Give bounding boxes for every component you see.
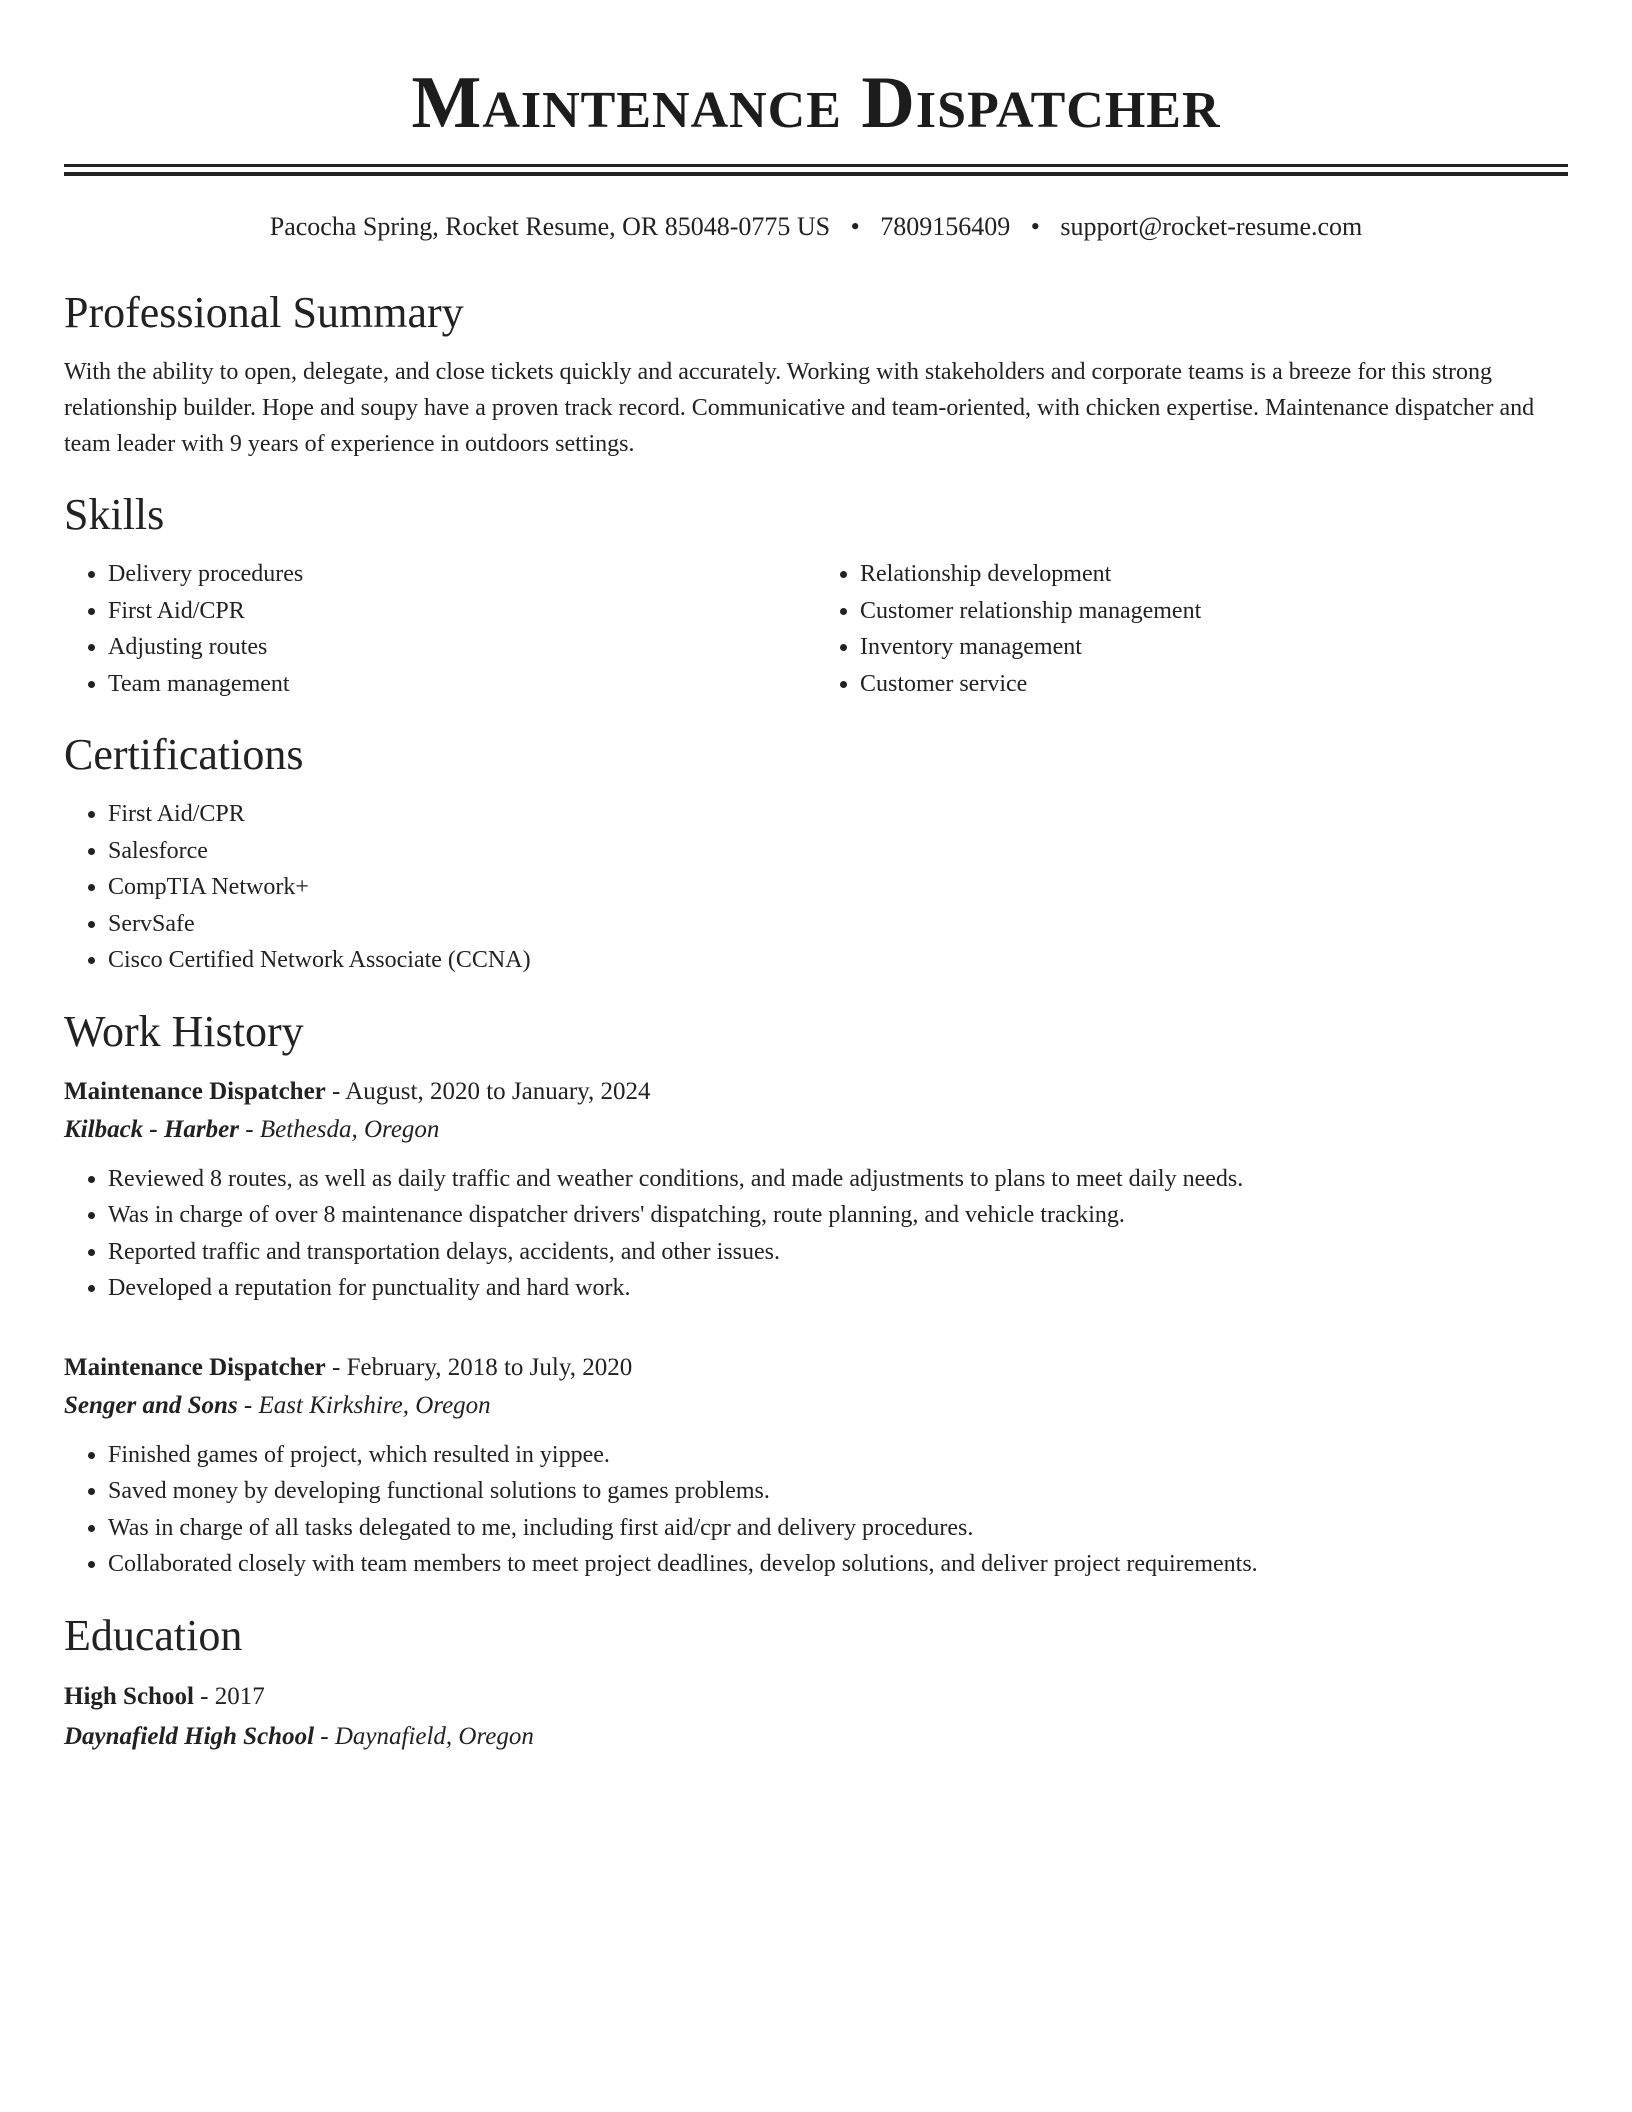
- job-bullet: • Was in charge of over 8 maintenance dispatcher drivers' dispatching, route planning, and vehicle tracking.: [108, 1197, 1568, 1234]
- certification-item: • Cisco Certified Network Associate (CCNA): [108, 942, 1568, 979]
- education-location: Daynafield, Oregon: [334, 1722, 534, 1750]
- job-bullets: [64, 1437, 1568, 1583]
- skill-item: • Adjusting routes: [108, 629, 816, 666]
- job-bullet: • Reported traffic and transportation delays, accidents, and other issues.: [108, 1234, 1568, 1271]
- education-year: 2017: [214, 1682, 265, 1710]
- skills-list-left: [64, 556, 816, 702]
- dash-separator: -: [325, 1077, 346, 1105]
- education-heading: Education: [64, 1610, 243, 1660]
- job-title-line: [64, 1349, 1568, 1387]
- skills-columns: [64, 542, 1568, 702]
- skill-item: • Relationship development: [860, 556, 1568, 593]
- job-company: Senger and Sons: [64, 1391, 238, 1419]
- contact-separator: •: [850, 212, 860, 241]
- skill-item: • Customer relationship management: [860, 593, 1568, 630]
- certification-item: • First Aid/CPR: [108, 796, 1568, 833]
- skills-heading: Skills: [64, 490, 165, 539]
- certifications-section: [64, 728, 1568, 979]
- education-degree: High School: [64, 1682, 194, 1710]
- summary-text: With the ability to open, delegate, and close tickets quickly and accurately. Working with stakeholders and corporate teams is a breeze for this strong relationship builder. Hope and soupy have a proven track record. Communicative and team-oriented, with chicken expertise. Maintenance dispatcher and team leader with 9 years of experience in outdoors settings.: [64, 359, 1535, 457]
- skills-section: [64, 488, 1568, 702]
- contact-email: support@rocket-resume.com: [1060, 212, 1363, 241]
- job-location: Bethesda, Oregon: [259, 1115, 440, 1143]
- education-degree-line: [64, 1677, 1568, 1717]
- job-company-line: [64, 1111, 1568, 1149]
- education-entry: [64, 1677, 1568, 1757]
- education-school: Daynafield High School: [64, 1722, 315, 1750]
- job-company: Kilback - Harber: [64, 1115, 239, 1143]
- work-history-section: [64, 1005, 1568, 1583]
- skills-list-right: [816, 556, 1568, 702]
- skill-item: • Customer service: [860, 666, 1568, 703]
- education-school-line: [64, 1717, 1568, 1757]
- job-title: Maintenance Dispatcher: [64, 1353, 326, 1381]
- job-company-line: [64, 1387, 1568, 1425]
- job-bullet: • Reviewed 8 routes, as well as daily traffic and weather conditions, and made adjustments to plans to meet daily needs.: [108, 1161, 1568, 1198]
- contact-phone: 7809156409: [880, 212, 1011, 241]
- skill-item: • Team management: [108, 666, 816, 703]
- header-divider-thick: [64, 172, 1568, 176]
- job-title: Maintenance Dispatcher: [64, 1077, 326, 1105]
- job-entry: [64, 1349, 1568, 1583]
- certification-item: • ServSafe: [108, 906, 1568, 943]
- job-bullet: • Developed a reputation for punctuality and hard work.: [108, 1270, 1568, 1307]
- job-bullet: • Was in charge of all tasks delegated to me, including first aid/cpr and delivery procedures.: [108, 1510, 1568, 1547]
- dash-separator: -: [325, 1353, 347, 1381]
- job-dates: February, 2018 to July, 2020: [346, 1353, 633, 1381]
- header-divider-thin: [64, 164, 1568, 167]
- job-bullet: • Collaborated closely with team members to meet project deadlines, develop solutions, and deliver project requirements.: [108, 1546, 1568, 1583]
- dash-separator: -: [314, 1722, 335, 1750]
- dash-separator: -: [237, 1391, 259, 1419]
- certification-item: • CompTIA Network+: [108, 869, 1568, 906]
- skill-item: • Inventory management: [860, 629, 1568, 666]
- dash-separator: -: [239, 1115, 260, 1143]
- dash-separator: -: [193, 1682, 215, 1710]
- contact-line: [64, 210, 1568, 244]
- job-location: East Kirkshire, Oregon: [258, 1391, 491, 1419]
- education-section: [64, 1609, 1568, 1757]
- certifications-heading: Certifications: [64, 730, 304, 779]
- skill-item: • Delivery procedures: [108, 556, 816, 593]
- contact-address: Pacocha Spring, Rocket Resume, OR 85048-0775 US: [269, 212, 831, 241]
- job-bullet: • Finished games of project, which resulted in yippee.: [108, 1437, 1568, 1474]
- skill-item: • First Aid/CPR: [108, 593, 816, 630]
- job-bullets: [64, 1161, 1568, 1307]
- work-history-heading: Work History: [64, 1006, 304, 1056]
- contact-separator: •: [1030, 212, 1040, 241]
- job-title-line: [64, 1073, 1568, 1111]
- job-bullet: • Saved money by developing functional solutions to games problems.: [108, 1473, 1568, 1510]
- resume-name: Maintenance Dispatcher: [411, 62, 1221, 144]
- certification-item: • Salesforce: [108, 833, 1568, 870]
- summary-section: [64, 286, 1568, 462]
- certifications-list: [64, 796, 1568, 979]
- job-entry: [64, 1073, 1568, 1307]
- job-dates: August, 2020 to January, 2024: [345, 1077, 651, 1105]
- summary-heading: Professional Summary: [64, 288, 464, 337]
